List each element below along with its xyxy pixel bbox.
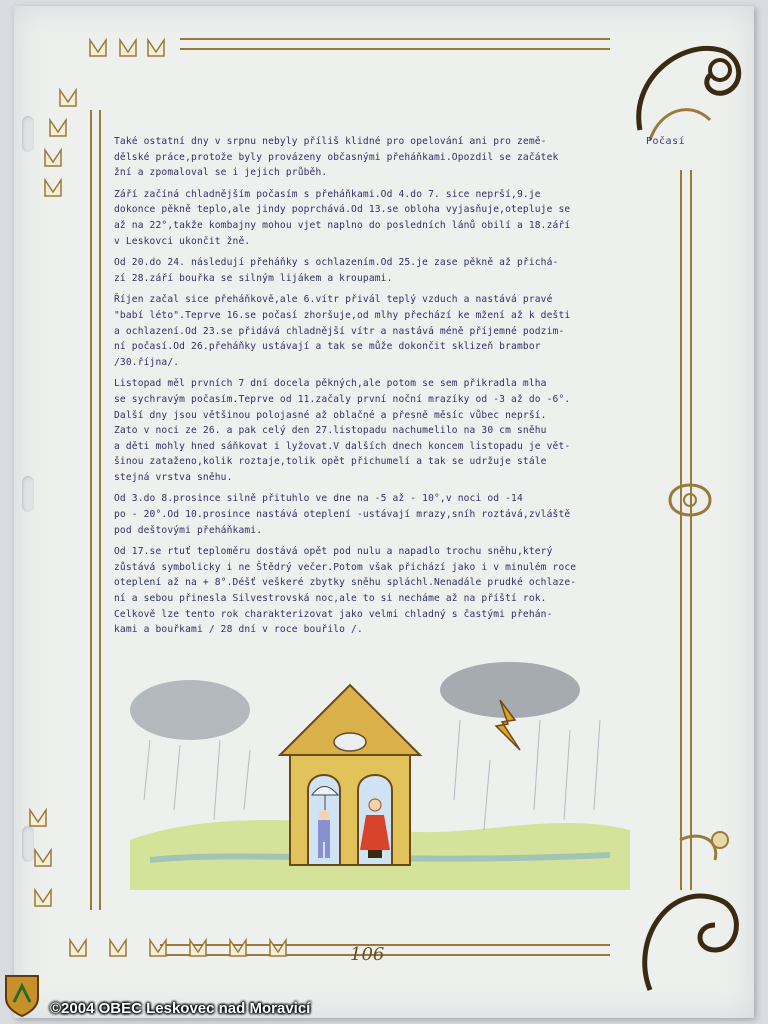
text-line: žní a zpomaloval se i jejich průběh.	[114, 167, 328, 179]
text-line: Zato v noci ze 26. a pak celý den 27.listopadu nachumelilo na 30 cm sněhu	[114, 425, 547, 437]
text-line: zí 28.září bouřka se silným lijákem a kroupami.	[114, 272, 393, 284]
text-paragraph	[114, 187, 644, 249]
text-line: až na 22°,takže kombajny mohou vjet naplno do posledních lánů obilí a 18.září	[114, 219, 571, 231]
text-line: dokonce pěkně teplo,ale jindy poprchává.Od 13.se obloha vyjasňuje,otepluje se	[114, 204, 571, 216]
text-line: Další dny jsou většinou polojasné až oblačné a přesně měsíc vůbec neprší.	[114, 409, 547, 421]
typewritten-text	[114, 134, 644, 644]
text-line: Listopad měl prvních 7 dní docela pěkných,ale potom se sem přikradla mlha	[114, 378, 547, 390]
text-line: dělské práce,protože byly provázeny občasnými přeháňkami.Opozdil se začátek	[114, 151, 559, 163]
text-line: v Leskovci ukončit žně.	[114, 235, 251, 247]
text-line: pod deštovými přeháňkami.	[114, 524, 263, 536]
coat-of-arms-icon	[2, 972, 42, 1018]
text-line: šinou zataženo,kolik roztaje,tolik opět přichumelí a tak se udržuje stále	[114, 456, 547, 468]
text-paragraph	[114, 544, 644, 638]
text-line: a děti mohly hned sáňkovat i lyžovat.V dalších dnech koncem listopadu je vět-	[114, 440, 571, 452]
text-line: Také ostatní dny v srpnu nebyly příliš klidné pro opelování ani pro země-	[114, 136, 547, 147]
text-paragraph	[114, 134, 644, 181]
text-line: Celkově lze tento rok charakterizovat jako velmi chladný s častými přehán-	[114, 608, 553, 620]
text-line: oteplení až na + 8°.Déšť veškeré zbytky sněhu spláchl.Nenadále prudké ochlaze-	[114, 577, 577, 589]
rain-chapel-illustration	[130, 660, 630, 890]
frame-top-line	[180, 48, 610, 50]
text-line: Od 17.se rtuť teploměru dostává opět pod nulu a napadlo trochu sněhu,který	[114, 546, 553, 558]
punch-hole	[22, 116, 34, 152]
frame-right-line	[680, 170, 682, 890]
text-paragraph	[114, 292, 644, 370]
text-paragraph	[114, 376, 644, 485]
text-paragraph	[114, 491, 644, 538]
text-line: Září začíná chladnějším počasím s přeháňkami.Od 4.do 7. sice neprší,9.je	[114, 188, 541, 200]
text-line: a ochlazení.Od 23.se přidává chladnější vítr a nastává méně příjemné podzim-	[114, 325, 565, 337]
punch-hole	[22, 476, 34, 512]
text-line: po - 20°.Od 10.prosince nastává oteplení -ustávají mrazy,sníh roztává,zvláště	[114, 509, 571, 521]
tulip-border-ornament	[20, 800, 80, 940]
text-line: zůstává symbolicky i ne Štědrý večer.Potom však přichází jako i v minulém roce	[114, 561, 577, 573]
margin-label: Počasí	[646, 136, 686, 147]
text-line: "babí léto".Teprve 16.se počasí zhoršuje,od mlhy přechází ke mžení až k dešti	[114, 309, 571, 321]
corner-scroll-ornament	[620, 820, 750, 1010]
tulip-border-ornament	[60, 930, 360, 980]
storm-cloud	[440, 662, 580, 718]
side-scroll-ornament	[660, 470, 720, 530]
page-number: 106	[350, 944, 385, 965]
text-line: se sychravým počasím.Teprve od 11.začaly první noční mrazíky od -3 až do -6°.	[114, 393, 571, 405]
text-line: kami a bouřkami / 28 dní v roce bouřilo /.	[114, 624, 363, 636]
text-line: Říjen začal sice přeháňkově,ale 6.vítr přivál teplý vzduch a nastává pravé	[114, 294, 553, 306]
text-paragraph	[114, 255, 644, 286]
chapel	[280, 685, 420, 865]
frame-top-line	[180, 38, 610, 40]
storm-cloud	[130, 680, 250, 740]
text-line: Od 3.do 8.prosince silně přituhlo ve dne na -5 až - 10°,v noci od -14	[114, 493, 523, 505]
text-line: Od 20.do 24. následují přeháňky s ochlazením.Od 25.je zase pěkně až přichá-	[114, 257, 559, 269]
text-line: ní a sebou přinesla Silvestrovská noc,ale to si necháme až na příští rok.	[114, 593, 547, 605]
text-line: /30.října/.	[114, 356, 180, 368]
text-line: ní počasí.Od 26.přeháňky ustávají a tak se může dokončit sklizeň brambor	[114, 341, 541, 353]
frame-right-line	[690, 170, 692, 890]
text-line: stejná vrstva sněhu.	[114, 471, 233, 483]
copyright-watermark: ©2004 OBEC Leskovec nad Moravicí	[50, 1000, 311, 1017]
